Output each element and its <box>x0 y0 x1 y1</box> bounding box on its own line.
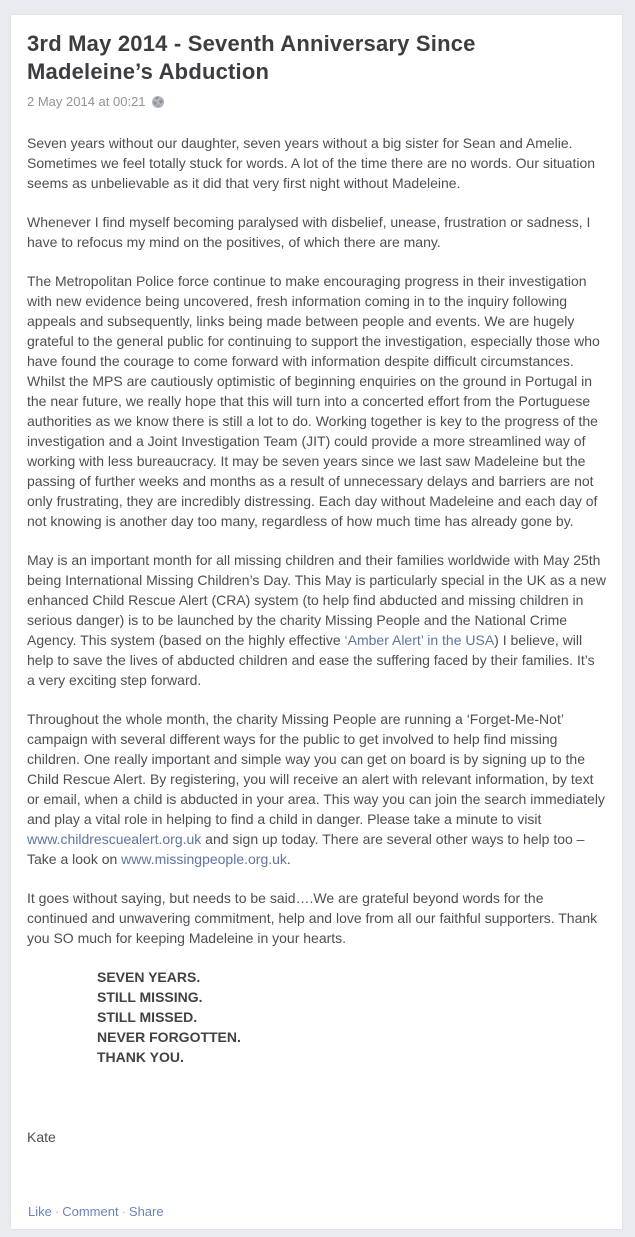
paragraph-text: The Metropolitan Police force continue to make encouraging progress in their investigation with new evidence being uncovered, fresh information coming in to the inquiry following appeals and subsequently, links being made between people and events. We are hugely grateful to the general public for continuing to support the investigation, especially those who have found the courage to come forward with information despite difficult circumstances. Whilst the MPS are cautiously optimistic of beginning enquiries on the ground in Portugal in the near future, we really hope that this will turn into a concerted effort from the Portuguese authorities as we know there is still a lot to do. Working together is key to the progress of the investigation and a Joint Investigation Team (JIT) could provide a more streamlined way of working with less bureaucracy. It may be seven years since we last saw Madeleine but the passing of further weeks and months as a result of unnecessary delays and barriers are not only frustrating, they are incredibly distressing. Each day without Madeleine and each day of not knowing is another day too many, regardless of how much time has already gone by. <box>27 273 600 529</box>
post-action-bar <box>28 1204 164 1220</box>
post-card <box>10 14 623 1230</box>
post-body <box>27 133 606 948</box>
paragraph-text: It goes without saying, but needs to be said….We are grateful beyond words for the continued and unwavering commitment, help and love from all our faithful supporters. Thank you SO much for keeping Madeleine in your hearts. <box>27 890 598 946</box>
action-separator: · <box>121 1204 126 1219</box>
post-paragraph <box>27 888 606 948</box>
shout-line: THANK YOU. <box>97 1049 184 1065</box>
comment-button[interactable]: Comment <box>62 1204 119 1219</box>
inline-link[interactable]: ‘Amber Alert’ in the USA <box>344 632 495 648</box>
post-paragraph <box>27 709 606 869</box>
globe-icon <box>152 96 164 108</box>
inline-link[interactable]: www.childrescuealert.org.uk <box>27 831 202 847</box>
shout-line: NEVER FORGOTTEN. <box>97 1029 241 1045</box>
post-paragraph <box>27 550 606 690</box>
paragraph-text: Seven years without our daughter, seven years without a big sister for Sean and Amelie. Sometimes we feel totally stuck for words. A lot of the time there are no words. Our situation seems as unbelievable as it did that very first night without Madeleine. <box>27 135 596 191</box>
paragraph-text: Throughout the whole month, the charity Missing People are running a ‘Forget-Me-Not’ campaign with several different ways for the public to get involved to help find missing children. One really important and simple way you can get on board is by signing up to the Child Rescue Alert. By registering, you will receive an alert with relevant information, by text or email, when a child is abducted in your area. This way you can join the search immediately and play a vital role in helping to find a child in danger. Please take a minute to visit <box>27 711 605 827</box>
shout-line: STILL MISSING. <box>97 989 203 1005</box>
shout-line: STILL MISSED. <box>97 1009 198 1025</box>
post-meta <box>27 94 606 109</box>
post-shout-block <box>97 967 606 1067</box>
inline-link[interactable]: www.missingpeople.org.uk <box>121 851 287 867</box>
post-title: 3rd May 2014 - Seventh Anniversary Since Madeleine’s Abduction <box>27 31 476 84</box>
post-signature: Kate <box>27 1129 56 1145</box>
shout-line: SEVEN YEARS. <box>97 969 201 985</box>
like-button[interactable]: Like <box>28 1204 52 1219</box>
share-button[interactable]: Share <box>128 1204 164 1219</box>
paragraph-text: . <box>286 851 291 867</box>
paragraph-text: Whenever I find myself becoming paralysed with disbelief, unease, frustration or sadness, I have to refocus my mind on the positives, of which there are many. <box>27 214 591 250</box>
paragraph-text: ) I believe, will help to save the lives of abducted children and ease the suffering faced by their families. It’s a very exciting step forward. <box>27 632 595 688</box>
post-paragraph <box>27 271 606 531</box>
paragraph-text: May is an important month for all missing children and their families worldwide with May 25th being International Missing Children’s Day. This May is particularly special in the UK as a new enhanced Child Rescue Alert (CRA) system (to help find abducted and missing children in serious danger) is to be launched by the charity Missing People and the National Crime Agency. This system (based on the highly effective <box>27 552 606 648</box>
action-separator: · <box>54 1204 60 1219</box>
post-date-link[interactable]: 2 May 2014 at 00:21 <box>27 94 146 109</box>
paragraph-text: and sign up today. There are several other ways to help too – Take a look on <box>27 831 585 867</box>
post-paragraph <box>27 133 606 193</box>
post-paragraph <box>27 212 606 252</box>
